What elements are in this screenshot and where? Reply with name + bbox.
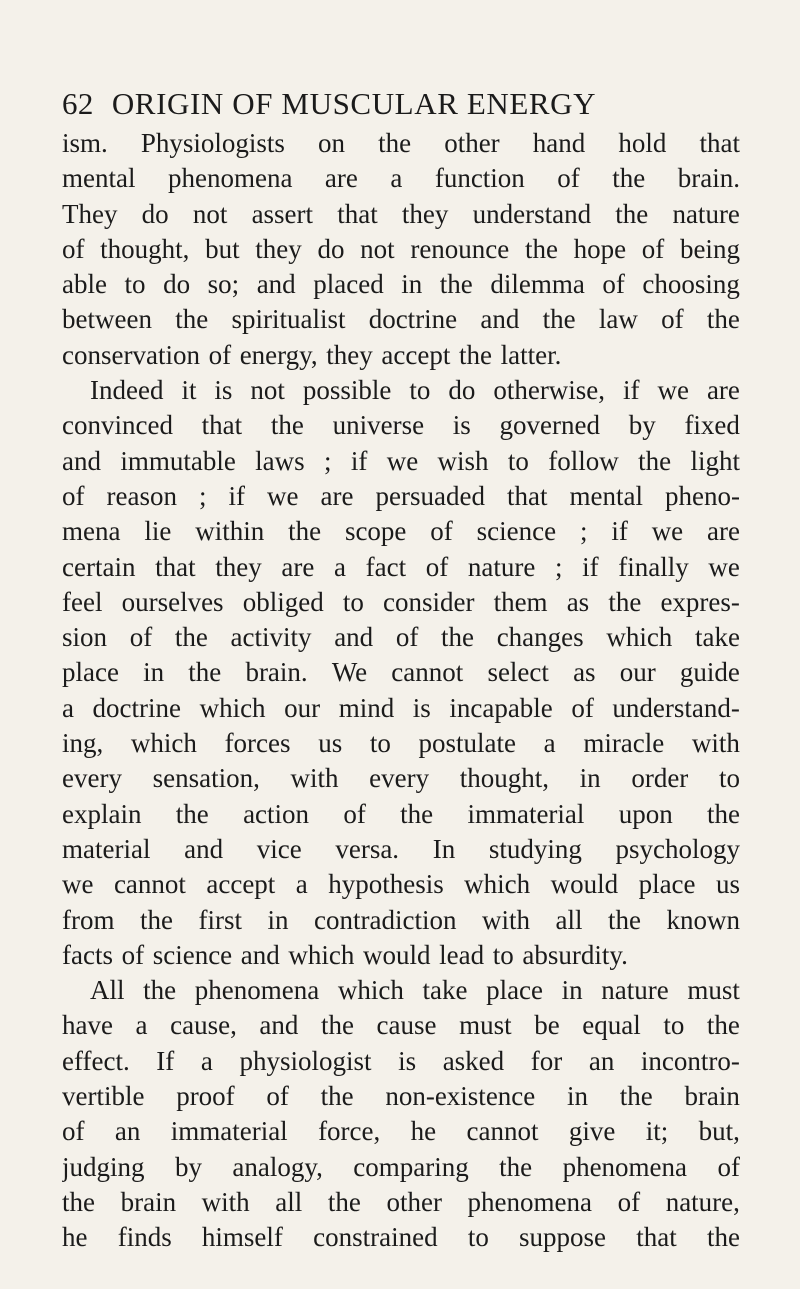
text-line: mental phenomena are a function of the brain. — [62, 163, 740, 194]
text-line: and immutable laws ; if we wish to follow the light — [62, 445, 740, 476]
text-line: of thought, but they do not renounce the hope of being — [62, 233, 740, 264]
text-line: we cannot accept a hypothesis which would place us — [62, 869, 740, 900]
text-line: every sensation, with every thought, in order to — [62, 763, 740, 794]
body-text — [62, 126, 740, 1256]
text-line: explain the action of the immaterial upon the — [62, 798, 740, 829]
text-line: All the phenomena which take place in nature must — [90, 975, 740, 1006]
text-line: convinced that the universe is governed by fixed — [62, 410, 740, 441]
text-line: material and vice versa. In studying psychology — [62, 833, 740, 864]
text-line: able to do so; and placed in the dilemma of choosing — [62, 269, 740, 300]
text-line: judging by analogy, comparing the phenomena of — [62, 1151, 740, 1182]
text-line: effect. If a physiologist is asked for an incontro- — [62, 1045, 740, 1076]
text-line: ing, which forces us to postulate a miracle with — [62, 728, 740, 759]
text-line: feel ourselves obliged to consider them as the expres- — [62, 586, 740, 617]
text-line: a doctrine which our mind is incapable of understand- — [62, 692, 740, 723]
page-number: 62 — [62, 86, 94, 121]
text-line: he finds himself constrained to suppose that the — [62, 1222, 740, 1253]
running-head — [62, 84, 740, 124]
text-line: place in the brain. We cannot select as our guide — [62, 657, 740, 688]
text-line: of an immaterial force, he cannot give it; but, — [62, 1116, 740, 1147]
text-line: facts of science and which would lead to absurdity. — [62, 939, 628, 970]
text-line: They do not assert that they understand the nature — [62, 198, 740, 229]
text-line: between the spiritualist doctrine and the law of the — [62, 304, 740, 335]
running-head-title: ORIGIN OF MUSCULAR ENERGY — [111, 86, 597, 121]
text-line: ism. Physiologists on the other hand hold that — [62, 128, 740, 158]
text-line: the brain with all the other phenomena of nature, — [62, 1186, 740, 1217]
text-line: certain that they are a fact of nature ; if finally we — [62, 551, 740, 582]
text-line: vertible proof of the non-existence in the brain — [62, 1081, 740, 1112]
text-line: of reason ; if we are persuaded that mental pheno- — [62, 480, 740, 511]
text-line: conservation of energy, they accept the latter. — [62, 339, 562, 370]
text-line: mena lie within the scope of science ; if we are — [62, 516, 740, 547]
text-line: sion of the activity and of the changes which take — [62, 622, 740, 653]
text-line: from the first in contradiction with all the known — [62, 904, 740, 935]
text-line: have a cause, and the cause must be equal to the — [62, 1010, 740, 1041]
text-line: Indeed it is not possible to do otherwise, if we are — [90, 375, 740, 406]
